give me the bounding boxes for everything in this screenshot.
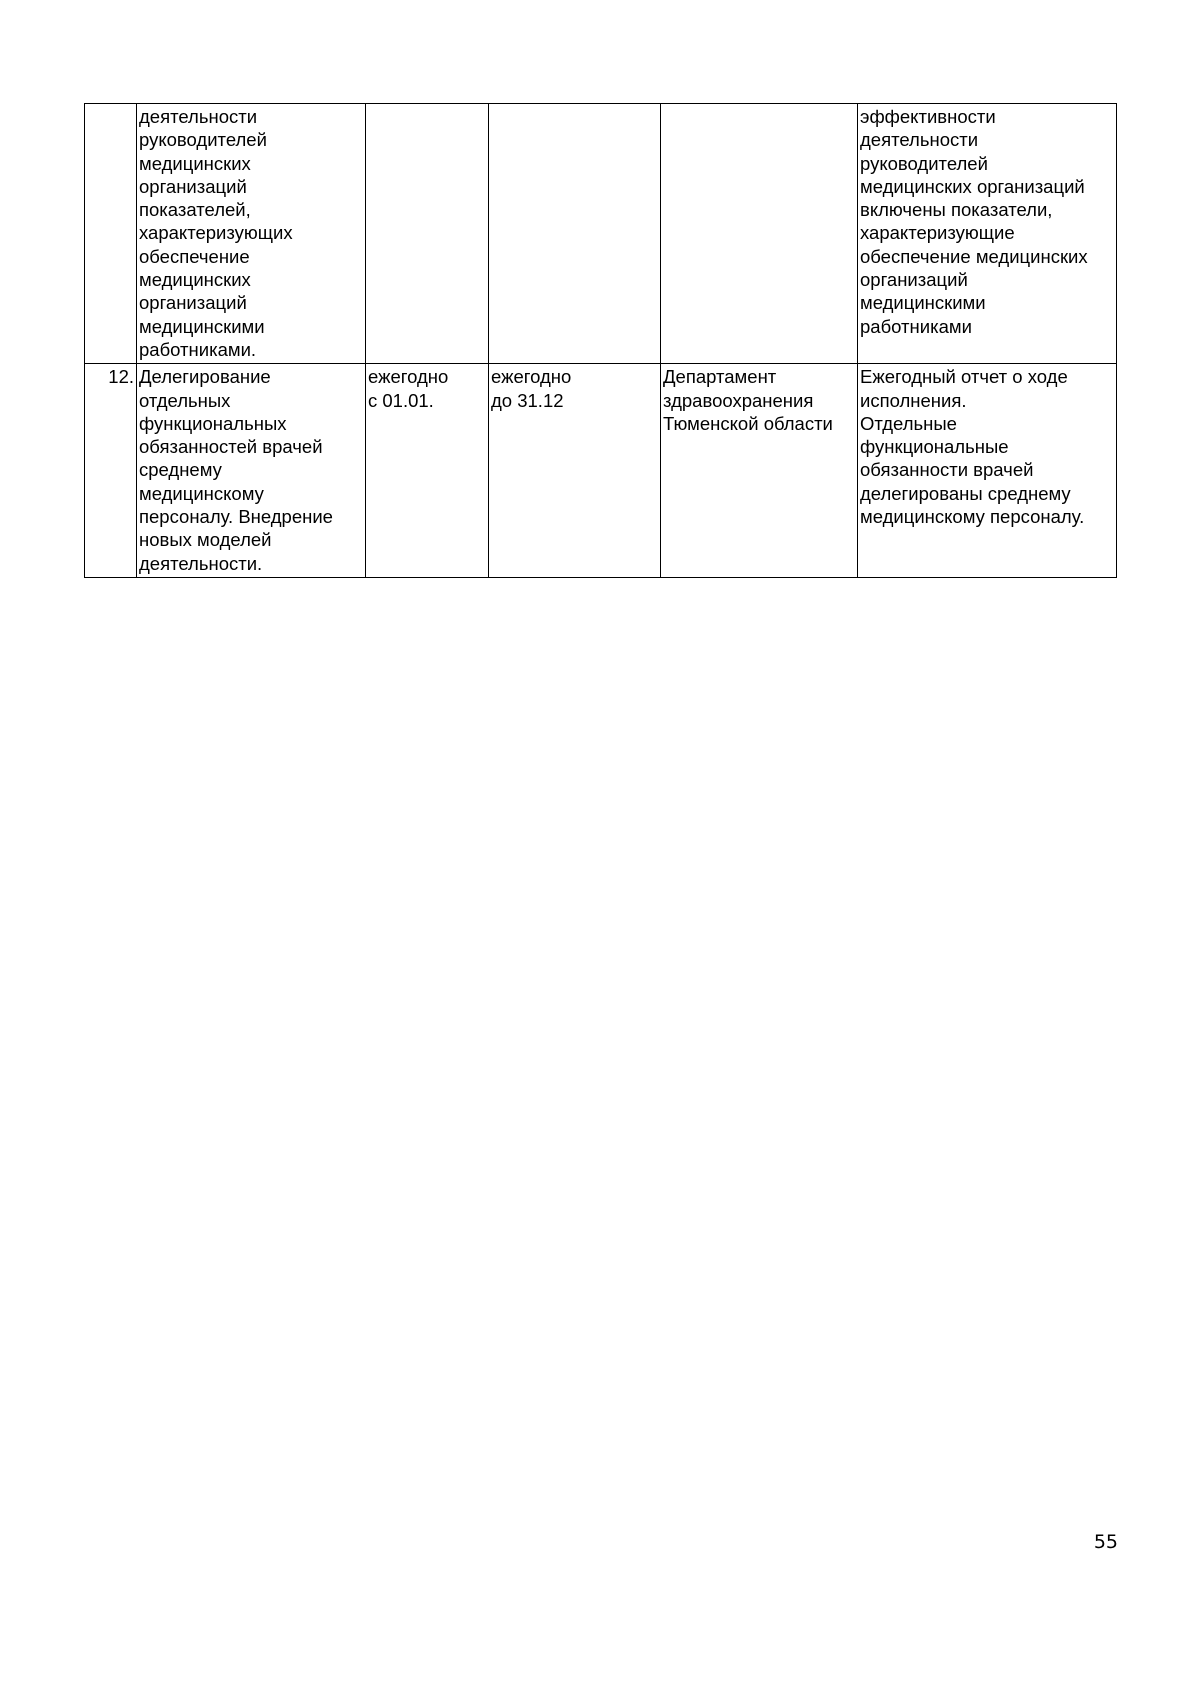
event-line: работниками. <box>139 338 257 360</box>
event-line: обеспечение <box>139 245 250 267</box>
end-date-line: до 31.12 <box>491 389 564 411</box>
row-number-cell: 12. <box>85 364 137 578</box>
result-line: функциональные <box>860 436 1009 458</box>
event-line: функциональных <box>139 412 287 434</box>
responsible-cell <box>661 104 858 364</box>
result-line: медицинскими <box>860 292 986 314</box>
end-date-cell <box>489 364 661 578</box>
event-line: новых моделей <box>139 529 272 551</box>
event-line: организаций <box>139 175 247 197</box>
result-line: исполнения. <box>860 389 967 411</box>
start-date-cell <box>366 104 489 364</box>
end-date-cell <box>489 104 661 364</box>
result-line: Ежегодный отчет о ходе <box>860 366 1068 388</box>
result-line: деятельности <box>860 129 979 151</box>
result-line: эффективности <box>860 106 996 127</box>
event-line: характеризующих <box>139 222 293 244</box>
result-line: медицинскому персоналу. <box>860 506 1085 528</box>
start-date-line: с 01.01. <box>368 389 434 411</box>
result-line: работниками <box>860 315 972 337</box>
table-row <box>85 104 1117 364</box>
result-line: Отдельные <box>860 412 957 434</box>
event-cell <box>137 104 366 364</box>
event-line: организаций <box>139 292 247 314</box>
start-date-line: ежегодно <box>368 366 449 388</box>
event-line: руководителей <box>139 129 267 151</box>
responsible-cell <box>661 364 858 578</box>
result-line: делегированы среднему <box>860 482 1071 504</box>
result-line: руководителей <box>860 152 988 174</box>
result-line: обеспечение медицинских <box>860 245 1088 267</box>
result-line: включены показатели, <box>860 199 1053 221</box>
end-date-line: ежегодно <box>491 366 572 388</box>
event-cell <box>137 364 366 578</box>
page-number: 55 <box>1093 1531 1118 1553</box>
event-line: среднему <box>139 459 222 481</box>
event-line: медицинских <box>139 269 251 291</box>
result-cell <box>858 364 1117 578</box>
responsible-line: здравоохранения <box>663 389 814 411</box>
event-line: медицинскими <box>139 315 265 337</box>
event-line: Делегирование <box>139 366 271 388</box>
event-line: обязанностей врачей <box>139 436 323 458</box>
event-line: персоналу. Внедрение <box>139 506 333 528</box>
event-line: медицинских <box>139 152 251 174</box>
responsible-line: Тюменской области <box>663 412 833 434</box>
table-row <box>85 364 1117 578</box>
event-line: медицинскому <box>139 482 264 504</box>
result-cell <box>858 104 1117 364</box>
result-line: обязанности врачей <box>860 459 1034 481</box>
responsible-line: Департамент <box>663 366 777 388</box>
start-date-cell <box>366 364 489 578</box>
row-number-cell <box>85 104 137 364</box>
event-line: деятельности <box>139 106 258 127</box>
result-line: организаций <box>860 269 968 291</box>
result-line: характеризующие <box>860 222 1015 244</box>
result-line: медицинских организаций <box>860 175 1085 197</box>
activities-table <box>84 103 1117 578</box>
event-line: показателей, <box>139 199 251 221</box>
event-line: отдельных <box>139 389 231 411</box>
event-line: деятельности. <box>139 552 263 574</box>
